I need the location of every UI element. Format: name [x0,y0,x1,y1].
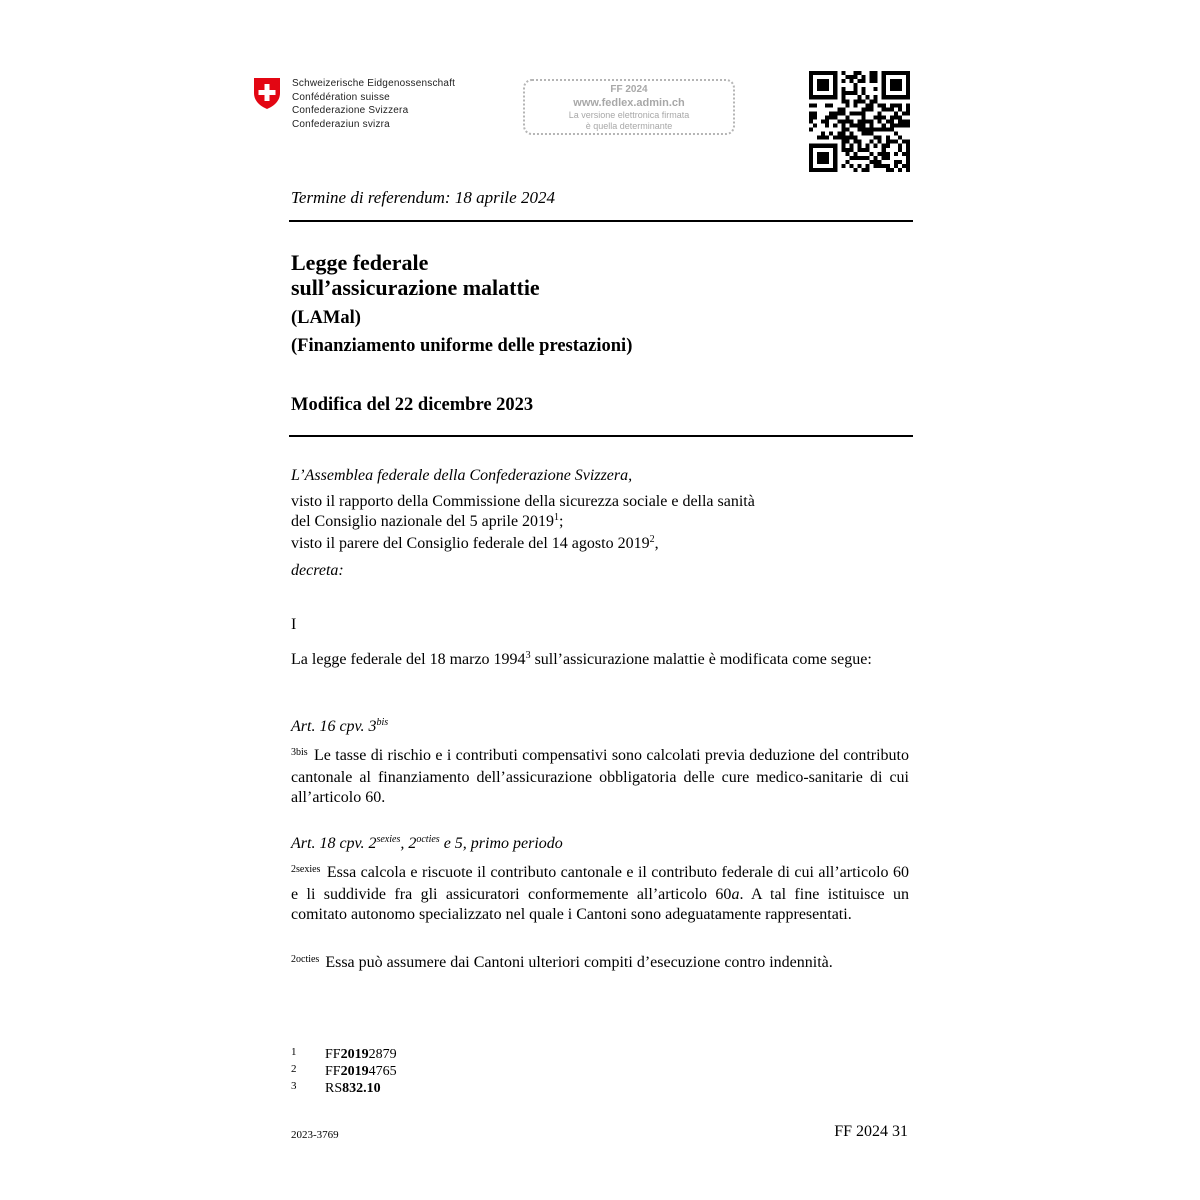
footnote-ref[interactable]: 3 [525,650,531,661]
footnotes [291,1046,397,1097]
title-line-1: Legge federale [291,250,429,275]
stamp-publication: FF 2024 [610,84,648,95]
amendment-date: Modifica del 22 dicembre 2023 [291,395,534,415]
confederation-line-rm: Confederaziun svizra [292,118,390,130]
confederation-names [292,77,455,131]
divider [289,220,913,222]
title-line-2: sull’assicurazione malattie [291,275,540,300]
law-subtitle: (Finanziamento uniforme delle prestazioni) [291,336,633,356]
divider [289,435,913,437]
paragraph-number: 3bis [291,747,308,758]
article-heading: Art. 18 cpv. $2^{sexies}$, $2^{octies}$ e 5, primo periodo [291,834,563,852]
article-heading: Art. 16 cpv. $3^{bis}$ [291,717,389,735]
page-title [291,250,540,300]
qr-code-icon [809,71,910,172]
preamble-line: visto il rapporto della Commissione della sicurezza sociale e della sanità [291,493,755,510]
preamble-assembly: L’Assemblea federale della Confederazione Svizzera, [291,467,633,484]
stamp-note-1: La versione elettronica firmata [568,110,690,120]
footnote: 2 FF 2019 4765 [291,1063,397,1079]
article-paragraph: $^{2octies}$ Essa può assumere dai Cantoni ulteriori compiti d’esecuzione contro indennità. [291,954,833,971]
referendum-deadline: Termine di referendum: 18 aprile 2024 [291,188,555,207]
confederation-line-de: Schweizerische Eidgenossenschaft [292,78,456,89]
confederation-line-fr: Confédération suisse [292,91,390,103]
intro-paragraph: La legge federale del 18 marzo 1994$^3$ sull’assicurazione malattie è modificata come segue: [291,650,872,668]
section-number: I [291,616,297,633]
footnote: 3 RS 832.10 [291,1080,381,1096]
confederation-line-it: Confederazione Svizzera [292,105,409,116]
footnote-ref[interactable]: 2 [649,534,655,545]
page-reference: FF 2024 31 [834,1123,908,1140]
paragraph-number: 2sexies [291,864,321,875]
article-paragraph: $^{2sexies}$ Essa calcola e riscuote il contributo cantonale e il contributo federale di cui all’articolo 60 e li suddivide fra gli assicuratori conformemente all’articolo 60a. A tal fine istituisce un comitato autonomo specializzato nel quale i Cantoni sono adeguatamente rappresentati. [291,864,909,923]
electronic-signature-stamp [523,79,735,135]
stamp-note-2: è quella determinante [585,121,673,131]
swiss-cross-icon [252,76,282,110]
paragraph-number: 2octies [291,954,320,965]
stamp-url[interactable]: www.fedlex.admin.ch [573,97,685,109]
footnote: 1 FF 2019 2879 [291,1046,397,1062]
article-paragraph: $^{3bis}$ Le tasse di rischio e i contributi compensativi sono calcolati previa deduzione del contributo cantonale al finanziamento dell’assicurazione obbligatoria delle cure medico-sanitarie di cui all’articolo 60. [291,747,910,806]
preamble-line: visto il parere del Consiglio federale del 14 agosto 2019$^2$, [291,534,659,552]
preamble-line: del Consiglio nazionale del 5 aprile 2019$^1$; [291,512,564,530]
law-abbreviation: (LAMal) [291,308,361,328]
preamble-considerations [291,492,755,556]
document-id: 2023-3769 [291,1129,339,1141]
preamble-decree: decreta: [291,562,344,579]
footnote-ref[interactable]: 1 [554,512,560,523]
